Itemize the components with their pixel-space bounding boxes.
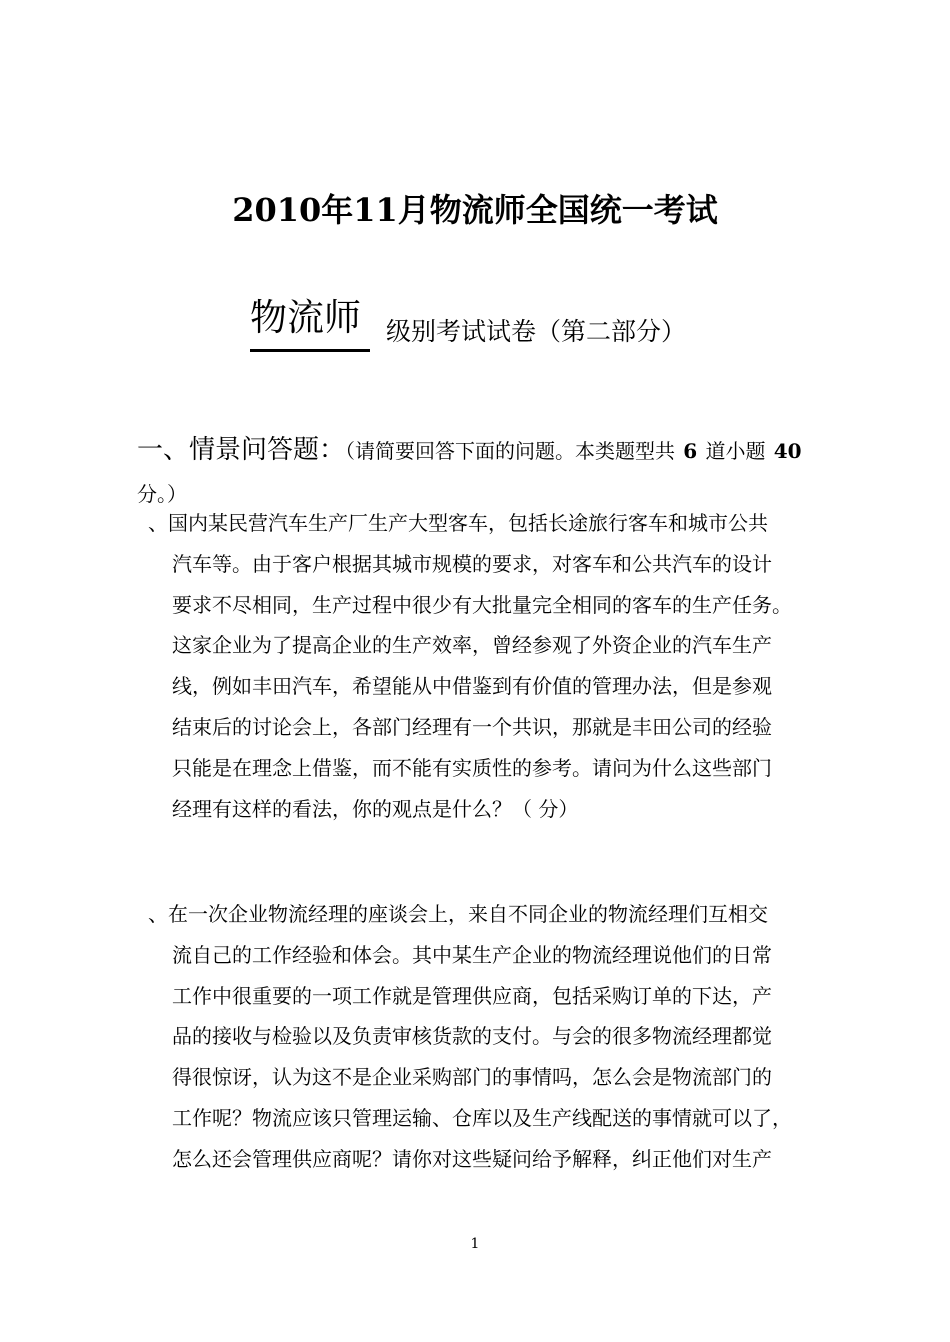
section-heading: [137, 428, 837, 506]
section-points: 40: [773, 439, 802, 463]
question-line: 流自己的工作经验和体会。其中某生产企业的物流经理说他们的日常: [172, 942, 772, 967]
question-line: 工作中很重要的一项工作就是管理供应商，包括采购订单的下达，产: [172, 983, 772, 1008]
section-note-part2: 道小题: [705, 439, 766, 463]
question-line: 得很惊讶，认为这不是企业采购部门的事情吗，怎么会是物流部门的: [172, 1065, 772, 1090]
exam-title: 2010年11月物流师全国统一考试: [232, 191, 718, 229]
question-line: 怎么还会管理供应商呢？请你对这些疑问给予解释，纠正他们对生产: [172, 1146, 772, 1171]
section-heading-title: 一、情景问答题：: [137, 435, 346, 465]
question-line: 要求不尽相同，生产过程中很少有大批量完全相同的客车的生产任务。: [172, 592, 792, 617]
question-line: 汽车等。由于客户根据其城市规模的要求，对客车和公共汽车的设计: [172, 551, 772, 576]
question-line: 只能是在理念上借鉴，而不能有实质性的参考。请问为什么这些部门: [172, 755, 772, 780]
question-line: 品的接收与检验以及负责审核货款的支付。与会的很多物流经理都觉: [172, 1024, 772, 1049]
question-line: 、国内某民营汽车生产厂生产大型客车，包括长途旅行客车和城市公共: [148, 511, 768, 535]
section-note-part1: （请简要回答下面的问题。本类题型共: [345, 439, 676, 463]
question-2: [148, 894, 848, 1180]
subtitle-level-underlined: 物流师: [250, 292, 370, 352]
question-1: [148, 503, 848, 829]
page-number: 1: [470, 1236, 480, 1252]
question-line: 这家企业为了提高企业的生产效率，曾经参观了外资企业的汽车生产: [172, 633, 772, 658]
question-line: 结束后的讨论会上，各部门经理有一个共识，那就是丰田公司的经验: [172, 714, 772, 739]
section-note-end: 分。）: [137, 482, 187, 506]
section-question-count: 6: [683, 439, 698, 463]
subtitle-text: 级别考试试卷（第二部分）: [386, 317, 687, 346]
question-line: 、在一次企业物流经理的座谈会上，来自不同企业的物流经理们互相交: [148, 902, 768, 926]
question-line: 工作呢？物流应该只管理运输、仓库以及生产线配送的事情就可以了，: [172, 1105, 792, 1130]
question-line: 经理有这样的看法，你的观点是什么？（ 分）: [172, 796, 579, 821]
question-line: 线，例如丰田汽车，希望能从中借鉴到有价值的管理办法，但是参观: [172, 674, 772, 699]
